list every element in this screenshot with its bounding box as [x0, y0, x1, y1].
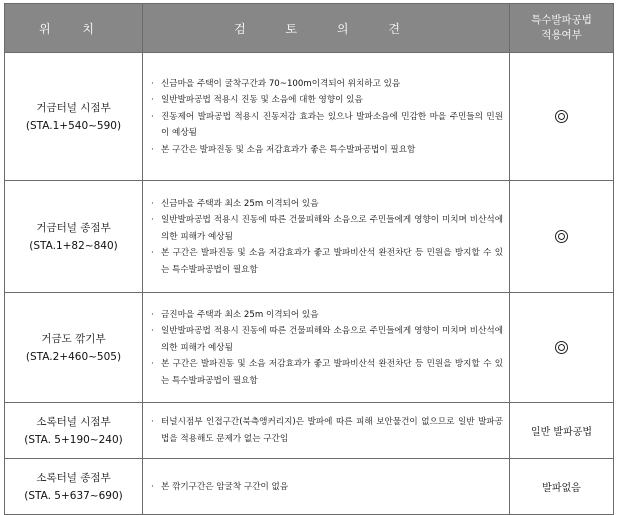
location-station: (STA. 5+637~690) [24, 489, 123, 502]
opinion-list [151, 196, 503, 279]
opinion-list [151, 307, 503, 390]
blasting-review-table [4, 3, 614, 515]
applicability-cell [510, 293, 614, 403]
opinion-item: · 터널시점부 인접구간(북측앵커리지)은 발파에 따른 피해 보안물건이 없으므로 일반 발파공법을 적용해도 문제가 없는 구간임 [151, 417, 503, 444]
header-review-opinion: 검 토 의 견 [143, 4, 510, 53]
table-row [5, 293, 614, 403]
opinion-item: · 신금마을 주택이 굴착구간과 70~100m이격되어 위치하고 있음 [151, 78, 401, 89]
location-name: 소록터널 시점부 [36, 415, 111, 428]
location-station: (STA.1+82~840) [29, 239, 118, 252]
opinion-item: · 본 구간은 발파진동 및 소음 저감효과가 좋고 발파비산석 완전차단 등 민원을 방지할 수 있는 특수발파공법이 필요함 [151, 359, 503, 386]
opinion-item: · 진동제어 발파공법 적용시 진동저감 효과는 있으나 발파소음에 민감한 마을 주민들의 민원이 예상됨 [151, 111, 503, 139]
location-station: (STA.1+540~590) [25, 119, 122, 132]
opinion-cell [143, 403, 510, 459]
opinion-list [151, 414, 503, 447]
opinion-item: · 일반발파공법 적용시 진동에 따른 건물피해와 소음으로 주민들에게 영향이 미치며 비산석에 의한 피해가 예상됨 [151, 326, 503, 353]
applicability-cell [510, 53, 614, 181]
location-name: 거금도 깎기부 [41, 332, 106, 345]
opinion-cell [143, 293, 510, 403]
table-row [5, 53, 614, 181]
location-name: 거금터널 종점부 [36, 221, 111, 234]
double-circle-icon [555, 110, 568, 123]
table-header-row [5, 4, 614, 53]
location-name: 거금터널 시점부 [36, 101, 111, 114]
opinion-cell [143, 459, 510, 515]
table-row [5, 403, 614, 459]
location-station: (STA.2+460~505) [25, 350, 122, 363]
location-name: 소록터널 종점부 [36, 471, 111, 484]
review-table-wrapper [4, 3, 613, 515]
location-cell [5, 293, 143, 403]
header-applicability: 특수발파공법 적용여부 [510, 4, 614, 53]
table-row [5, 181, 614, 293]
opinion-item: · 신금마을 주택과 최소 25m 이격되어 있음 [151, 198, 319, 209]
location-cell [5, 181, 143, 293]
double-circle-icon [555, 341, 568, 354]
location-cell [5, 53, 143, 181]
location-cell [5, 459, 143, 515]
opinion-cell [143, 181, 510, 293]
double-circle-icon [555, 230, 568, 243]
table-row [5, 459, 614, 515]
opinion-list [151, 479, 503, 496]
opinion-item: · 일반발파공법 적용시 진동 및 소음에 대한 영향이 있음 [151, 95, 363, 106]
header-location: 위 치 [5, 4, 143, 53]
opinion-item: · 일반발파공법 적용시 진동에 따른 건물피해와 소음으로 주민들에게 영향이 미치며 비산석에 의한 피해가 예상됨 [151, 215, 503, 242]
opinion-item: · 본 구간은 발파진동 및 소음 저감효과가 좋은 특수발파공법이 필요함 [151, 144, 416, 155]
opinion-item: · 본 깎기구간은 암굴착 구간이 없음 [151, 481, 289, 492]
location-cell [5, 403, 143, 459]
opinion-cell [143, 53, 510, 181]
opinion-item: · 금진마을 주택과 최소 25m 이격되어 있음 [151, 309, 319, 320]
opinion-list [151, 76, 503, 159]
opinion-item: · 본 구간은 발파진동 및 소음 저감효과가 좋고 발파비산석 완전차단 등 민원을 방지할 수 있는 특수발파공법이 필요함 [151, 248, 503, 275]
applicability-cell [510, 181, 614, 293]
applicability-cell: 일반 발파공법 [510, 403, 614, 459]
location-station: (STA. 5+190~240) [24, 433, 123, 446]
applicability-cell: 발파없음 [510, 459, 614, 515]
